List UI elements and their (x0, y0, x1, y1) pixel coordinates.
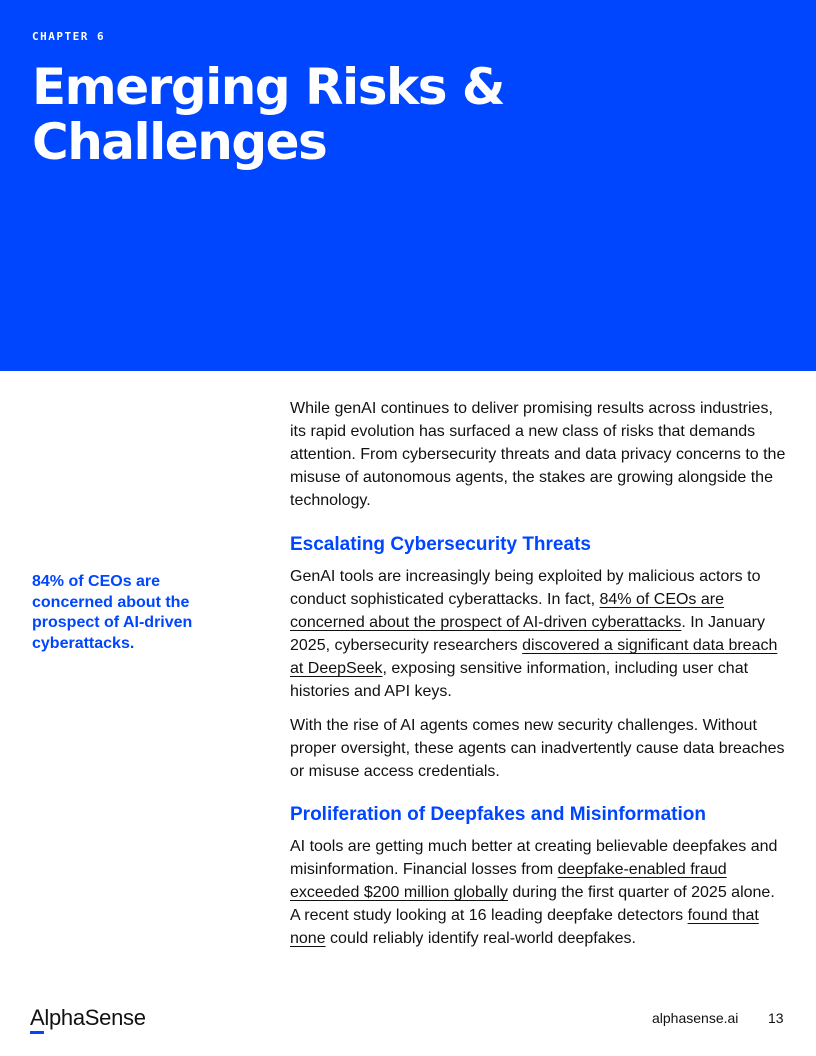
footer-website: alphasense.ai (652, 1010, 739, 1026)
page-title: Emerging Risks & Challenges (32, 58, 504, 171)
chapter-label: CHAPTER 6 (32, 30, 106, 43)
section-heading-cybersecurity: Escalating Cybersecurity Threats (290, 534, 591, 555)
text-span: GenAI tools are increasingly being exploited by malicious actors to conduct sophisticated cyberattacks. In fact, (290, 568, 761, 608)
deepseek-breach-link[interactable]: discovered a significant data breach at DeepSeek (290, 637, 778, 677)
logo-letter-a: A (30, 1005, 45, 1030)
deepfake-fraud-link[interactable]: deepfake-enabled fraud exceeded $200 million globally (290, 861, 727, 901)
pull-quote-callout: 84% of CEOs are concerned about the prospect of AI-driven cyberattacks. (32, 573, 193, 652)
text-span: could reliably identify real-world deepfakes. (325, 930, 636, 947)
cybersecurity-paragraph (290, 565, 786, 703)
text-span: , exposing sensitive information, including user chat histories and API keys. (290, 660, 749, 700)
ceo-survey-link[interactable]: 84% of CEOs are concerned about the prospect of AI-driven cyberattacks (290, 591, 724, 631)
text-span: during the first quarter of 2025 alone. A recent study looking at 16 leading deepfake detectors (290, 884, 775, 924)
main-content (290, 397, 786, 961)
text-span: . In January 2025, cybersecurity researchers (290, 614, 765, 654)
alphasense-logo (30, 1003, 146, 1031)
text-span: AI tools are getting much better at creating believable deepfakes and misinformation. Financial losses from (290, 838, 778, 878)
ai-agents-paragraph: With the rise of AI agents comes new security challenges. Without proper oversight, these agents can inadvertently cause data breaches or misuse access credentials. (290, 717, 785, 780)
page-number: 13 (768, 1010, 784, 1026)
logo-wordmark: lphaSense (44, 1005, 146, 1030)
section-heading-deepfakes: Proliferation of Deepfakes and Misinformation (290, 804, 706, 825)
intro-paragraph: While genAI continues to deliver promising results across industries, its rapid evolution has surfaced a new class of risks that demands attention. From cybersecurity threats and data privacy concerns to the misuse of autonomous agents, the stakes are growing alongside the technology. (290, 400, 786, 509)
deepfake-study-link[interactable]: found that none (290, 907, 759, 947)
chapter-hero-banner (0, 0, 816, 371)
deepfakes-paragraph (290, 835, 786, 950)
